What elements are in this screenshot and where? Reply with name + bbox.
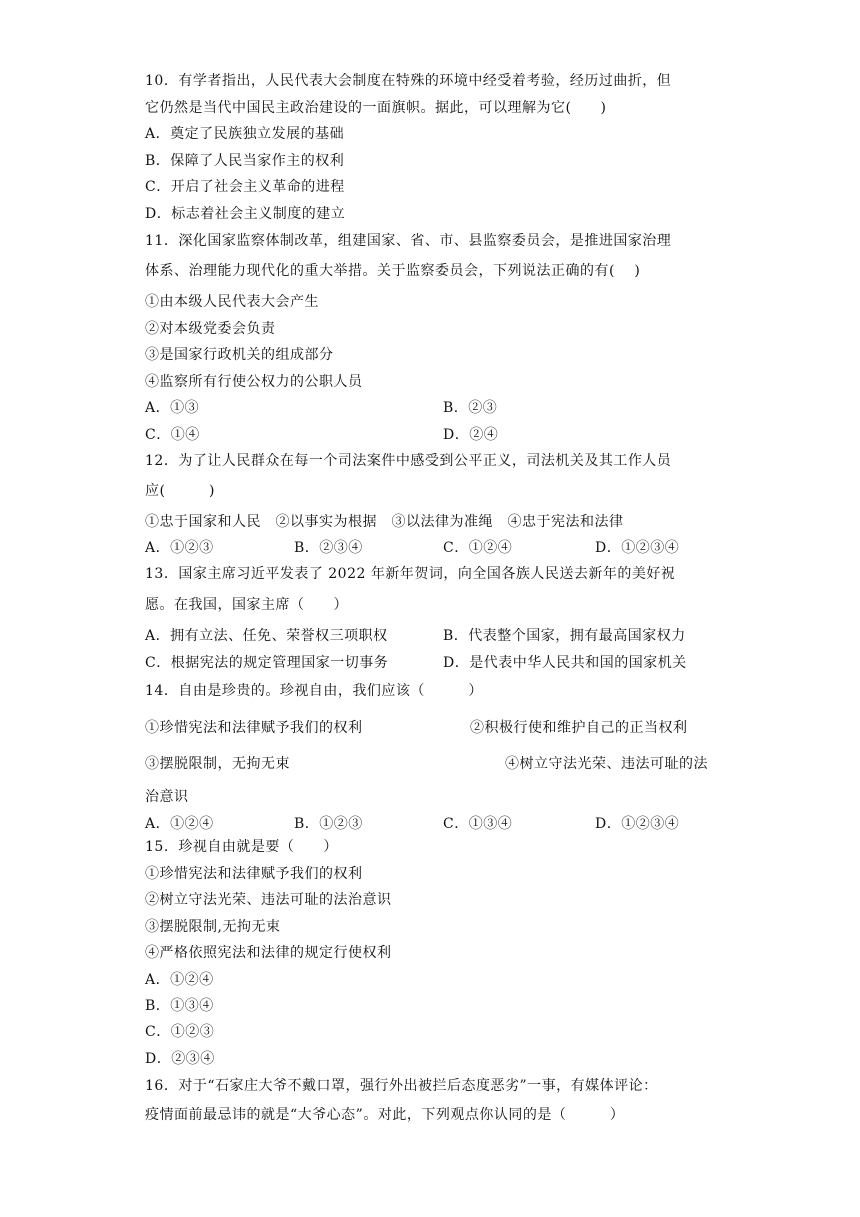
q11-stem-line1: 11．深化国家监察体制改革，组建国家、省、市、县监察委员会，是推进国家治理	[145, 233, 672, 249]
q11-item-2: ②对本级党委会负责	[145, 321, 276, 337]
q12-items: ①忠于国家和人民 ②以事实为根据 ③以法律为准绳 ④忠于宪法和法律	[145, 514, 624, 530]
q11-item-1: ①由本级人民代表大会产生	[145, 294, 319, 310]
q13-option-c: C．根据宪法的规定管理国家一切事务	[145, 655, 389, 671]
q15-option-a: A．①②④	[145, 972, 214, 988]
q14-item-4-part2: 治意识	[145, 789, 189, 805]
q15-option-c: C．①②③	[145, 1024, 215, 1040]
q12-option-c: C．①②④	[443, 540, 513, 556]
q14-stem: 14．自由是珍贵的。珍视自由，我们应该（ ）	[145, 683, 483, 699]
q15-item-1: ①珍惜宪法和法律赋予我们的权利	[145, 866, 363, 882]
q10-option-c: C．开启了社会主义革命的进程	[145, 179, 345, 195]
q15-item-2: ②树立守法光荣、违法可耻的法治意识	[145, 892, 392, 908]
q12-option-d: D．①②③④	[595, 540, 680, 556]
q11-option-b: B．②③	[443, 400, 498, 416]
q14-item-4-part1: ④树立守法光荣、违法可耻的法	[505, 756, 708, 772]
q14-item-1: ①珍惜宪法和法律赋予我们的权利	[145, 720, 363, 736]
q11-option-a: A．①③	[145, 400, 200, 416]
q14-option-b: B．①②③	[294, 816, 363, 832]
q12-stem-line2: 应( )	[145, 483, 215, 499]
q13-option-a: A．拥有立法、任免、荣誉权三项职权	[145, 628, 388, 644]
q15-stem: 15．珍视自由就是要（ ）	[145, 839, 338, 855]
q13-stem-line1: 13．国家主席习近平发表了 2022 年新年贺词，向全国各族人民送去新年的美好祝	[145, 566, 676, 582]
q12-option-a: A．①②③	[145, 540, 214, 556]
q16-stem-line2: 疫情面前最忌讳的就是“大爷心态”。对此，下列观点你认同的是（ ）	[145, 1107, 625, 1123]
q16-stem-line1: 16．对于“石家庄大爷不戴口罩，强行外出被拦后态度恶劣”一事，有媒体评论：	[145, 1078, 658, 1094]
q11-option-d: D．②④	[443, 427, 499, 443]
q14-option-c: C．①③④	[443, 816, 513, 832]
q10-option-d: D．标志着社会主义制度的建立	[145, 206, 346, 222]
q10-option-b: B．保障了人民当家作主的权利	[145, 153, 345, 169]
q10-stem-line2: 它仍然是当代中国民主政治建设的一面旗帜。据此，可以理解为它( )	[145, 100, 607, 116]
q11-stem-line2: 体系、治理能力现代化的重大举措。关于监察委员会，下列说法正确的有( )	[145, 263, 641, 279]
q11-item-4: ④监察所有行使公权力的公职人员	[145, 374, 363, 390]
q12-stem-line1: 12．为了让人民群众在每一个司法案件中感受到公平正义，司法机关及其工作人员	[145, 453, 672, 469]
q13-stem-line2: 愿。在我国，国家主席（ ）	[145, 597, 348, 613]
q12-option-b: B．②③④	[294, 540, 363, 556]
q15-item-3: ③摆脱限制,无拘无束	[145, 919, 281, 935]
q11-option-c: C．①④	[145, 427, 200, 443]
q14-option-a: A．①②④	[145, 816, 214, 832]
q13-option-d: D．是代表中华人民共和国的国家机关	[443, 655, 687, 671]
q14-item-3: ③摆脱限制，无拘无束	[145, 756, 290, 772]
q11-item-3: ③是国家行政机关的组成部分	[145, 347, 334, 363]
q14-item-2: ②积极行使和维护自己的正当权利	[470, 720, 688, 736]
q15-option-d: D．②③④	[145, 1051, 215, 1067]
q13-option-b: B．代表整个国家，拥有最高国家权力	[443, 628, 686, 644]
q15-item-4: ④严格依照宪法和法律的规定行使权利	[145, 945, 392, 961]
q14-option-d: D．①②③④	[595, 816, 680, 832]
q10-option-a: A．奠定了民族独立发展的基础	[145, 126, 345, 142]
q15-option-b: B．①③④	[145, 998, 214, 1014]
q10-stem-line1: 10．有学者指出，人民代表大会制度在特殊的环境中经受着考验，经历过曲折，但	[145, 73, 672, 89]
